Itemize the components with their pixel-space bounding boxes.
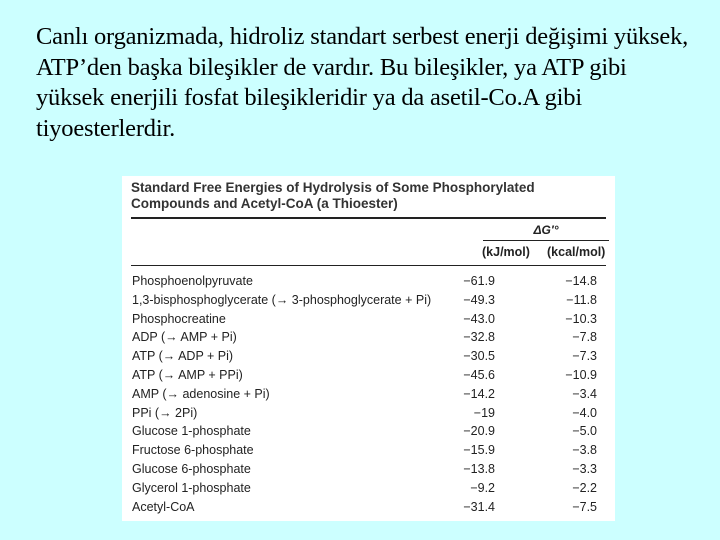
compound-name: 1,3-bisphosphoglycerate (→ 3-phosphoglycerate + Pi) xyxy=(132,292,432,307)
kcal-value: −11.8 xyxy=(566,292,597,307)
delta-g-header: ΔG′° xyxy=(533,223,559,237)
kj-value: −14.2 xyxy=(463,386,495,401)
table-row xyxy=(122,347,615,366)
table-row xyxy=(122,385,615,404)
kcal-value: −7.3 xyxy=(572,349,597,364)
group-header-rule xyxy=(483,240,609,241)
kj-column-header: (kJ/mol) xyxy=(482,245,530,259)
kcal-value: −14.8 xyxy=(565,274,597,288)
kj-value: −43.0 xyxy=(463,311,495,326)
compound-name: Phosphocreatine xyxy=(132,311,226,326)
kcal-value: −4.0 xyxy=(572,405,597,420)
table-row xyxy=(122,272,615,291)
kj-value: −13.8 xyxy=(463,461,495,476)
kcal-value: −7.8 xyxy=(572,330,597,345)
table-row xyxy=(122,460,615,479)
kcal-value: −7.5 xyxy=(572,499,597,514)
kj-value: −30.5 xyxy=(463,349,495,364)
kcal-value: −5.0 xyxy=(572,424,597,439)
compound-name: ATP (→ ADP + Pi) xyxy=(132,349,234,364)
compound-name: Fructose 6-phosphate xyxy=(132,443,254,458)
table-title xyxy=(131,180,601,212)
compound-name: Phosphoenolpyruvate xyxy=(132,274,253,288)
kcal-value: −2.2 xyxy=(572,480,597,495)
table-row xyxy=(122,310,615,329)
compound-name: ATP (→ AMP + PPi) xyxy=(132,367,243,382)
table-title-line-1: Standard Free Energies of Hydrolysis of Some Phosphorylated xyxy=(131,180,535,195)
compound-name: Glucose 6-phosphate xyxy=(132,461,251,476)
top-rule xyxy=(131,217,606,219)
header-rule xyxy=(131,265,606,266)
table-row xyxy=(122,404,615,423)
kj-value: −9.2 xyxy=(470,480,495,495)
kj-value: −49.3 xyxy=(463,292,495,307)
kj-value: −61.9 xyxy=(463,274,495,288)
table-row xyxy=(122,498,615,517)
table-row xyxy=(122,291,615,310)
table-body xyxy=(122,272,615,516)
kj-value: −20.9 xyxy=(463,424,495,439)
table-row xyxy=(122,422,615,441)
kcal-value: −3.8 xyxy=(572,443,597,458)
kcal-column-header: (kcal/mol) xyxy=(547,245,606,259)
table-row xyxy=(122,366,615,385)
kcal-value: −3.4 xyxy=(572,386,597,401)
kj-value: −31.4 xyxy=(463,499,495,514)
table-row xyxy=(122,328,615,347)
table-row xyxy=(122,479,615,498)
kj-value: −15.9 xyxy=(463,443,495,458)
kcal-value: −10.3 xyxy=(565,311,597,326)
compound-name: Acetyl-CoA xyxy=(132,499,195,514)
kj-value: −45.6 xyxy=(463,367,495,382)
compound-name: AMP (→ adenosine + Pi) xyxy=(132,386,270,401)
compound-name: Glycerol 1-phosphate xyxy=(132,480,251,495)
compound-name: ADP (→ AMP + Pi) xyxy=(132,330,237,345)
intro-paragraph: Canlı organizmada, hidroliz standart serbest enerji değişimi yüksek, ATP’den başka bileşikler de vardır. Bu bileşikler, ya ATP gibi yüksek enerjili fosfat bileşikleridir ya da asetil-Co.A gibi tiyoesterlerdir. xyxy=(36,23,689,142)
kj-value: −32.8 xyxy=(463,330,495,345)
kj-value: −19 xyxy=(473,405,495,420)
kcal-value: −3.3 xyxy=(572,461,597,476)
free-energy-table xyxy=(122,176,615,521)
compound-name: PPi (→ 2Pi) xyxy=(132,405,198,420)
table-row xyxy=(122,441,615,460)
compound-name: Glucose 1-phosphate xyxy=(132,424,251,439)
kcal-value: −10.9 xyxy=(565,367,597,382)
table-title-line-2: Compounds and Acetyl-CoA (a Thioester) xyxy=(131,196,398,211)
